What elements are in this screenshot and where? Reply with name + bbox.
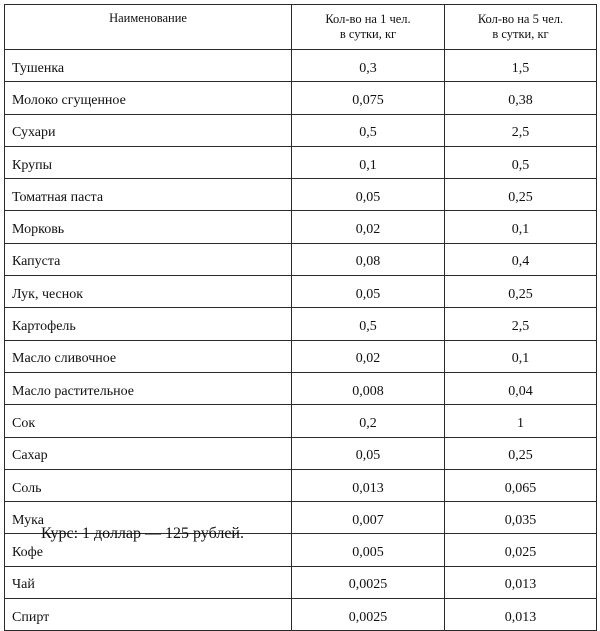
per-five-people-cell: 2,5	[445, 114, 597, 146]
table-row	[5, 146, 597, 178]
per-one-person-cell: 0,0025	[292, 599, 445, 631]
product-name-cell: Мука	[5, 502, 292, 534]
header-per-five-line-2: в сутки, кг	[492, 27, 549, 41]
table-row	[5, 437, 597, 469]
table-row	[5, 372, 597, 404]
product-name-cell: Кофе	[5, 534, 292, 566]
product-name-cell: Морковь	[5, 211, 292, 243]
per-five-people-cell: 0,4	[445, 243, 597, 275]
product-name-cell: Крупы	[5, 146, 292, 178]
product-name-cell: Сухари	[5, 114, 292, 146]
header-per-five-line-1: Кол-во на 5 чел.	[477, 12, 564, 26]
header-row	[5, 5, 597, 50]
per-five-people-cell: 0,013	[445, 566, 597, 598]
product-name-cell: Сахар	[5, 437, 292, 469]
header-name	[5, 5, 292, 50]
per-one-person-cell: 0,1	[292, 146, 445, 178]
per-five-people-cell: 0,38	[445, 82, 597, 114]
per-five-people-cell: 0,1	[445, 340, 597, 372]
per-five-people-cell: 1	[445, 405, 597, 437]
per-one-person-cell: 0,0025	[292, 566, 445, 598]
per-five-people-cell: 0,25	[445, 437, 597, 469]
per-one-person-cell: 0,5	[292, 308, 445, 340]
per-one-person-cell: 0,013	[292, 469, 445, 501]
per-five-people-cell: 0,25	[445, 179, 597, 211]
product-name-cell: Сок	[5, 405, 292, 437]
table-row	[5, 211, 597, 243]
product-name-cell: Лук, чеснок	[5, 276, 292, 308]
table-row	[5, 276, 597, 308]
per-five-people-cell: 0,04	[445, 372, 597, 404]
header-per-one-line-1: Кол-во на 1 чел.	[325, 12, 411, 26]
header-name-text: Наименование	[109, 11, 187, 25]
per-one-person-cell: 0,075	[292, 82, 445, 114]
per-one-person-cell: 0,008	[292, 372, 445, 404]
table-row	[5, 599, 597, 631]
header-per-five	[445, 5, 597, 50]
per-one-person-cell: 0,08	[292, 243, 445, 275]
per-one-person-cell: 0,3	[292, 50, 445, 82]
product-name-cell: Картофель	[5, 308, 292, 340]
product-name-cell: Молоко сгущенное	[5, 82, 292, 114]
per-one-person-cell: 0,05	[292, 437, 445, 469]
product-name-cell: Соль	[5, 469, 292, 501]
product-name-cell: Капуста	[5, 243, 292, 275]
header-per-one-line-2: в сутки, кг	[339, 27, 397, 41]
table-row	[5, 405, 597, 437]
table-row	[5, 114, 597, 146]
table-row	[5, 469, 597, 501]
per-one-person-cell: 0,02	[292, 211, 445, 243]
table-row	[5, 243, 597, 275]
table-row	[5, 179, 597, 211]
per-five-people-cell: 1,5	[445, 50, 597, 82]
per-five-people-cell: 0,25	[445, 276, 597, 308]
per-five-people-cell: 0,065	[445, 469, 597, 501]
table-header	[5, 5, 597, 50]
per-five-people-cell: 0,025	[445, 534, 597, 566]
per-one-person-cell: 0,2	[292, 405, 445, 437]
per-one-person-cell: 0,007	[292, 502, 445, 534]
per-one-person-cell: 0,05	[292, 276, 445, 308]
per-one-person-cell: 0,005	[292, 534, 445, 566]
per-five-people-cell: 0,1	[445, 211, 597, 243]
product-name-cell: Масло сливочное	[5, 340, 292, 372]
table-row	[5, 82, 597, 114]
header-per-one	[292, 5, 445, 50]
per-one-person-cell: 0,02	[292, 340, 445, 372]
table-row	[5, 50, 597, 82]
table-row	[5, 340, 597, 372]
product-name-cell: Чай	[5, 566, 292, 598]
per-five-people-cell: 2,5	[445, 308, 597, 340]
per-one-person-cell: 0,05	[292, 179, 445, 211]
per-one-person-cell: 0,5	[292, 114, 445, 146]
per-five-people-cell: 0,5	[445, 146, 597, 178]
product-name-cell: Тушенка	[5, 50, 292, 82]
exchange-rate-note: Курс: 1 доллар — 125 рублей.	[41, 525, 244, 542]
product-name-cell: Томатная паста	[5, 179, 292, 211]
per-five-people-cell: 0,013	[445, 599, 597, 631]
per-five-people-cell: 0,035	[445, 502, 597, 534]
table-row	[5, 308, 597, 340]
table-row	[5, 566, 597, 598]
product-name-cell: Спирт	[5, 599, 292, 631]
product-name-cell: Масло растительное	[5, 372, 292, 404]
